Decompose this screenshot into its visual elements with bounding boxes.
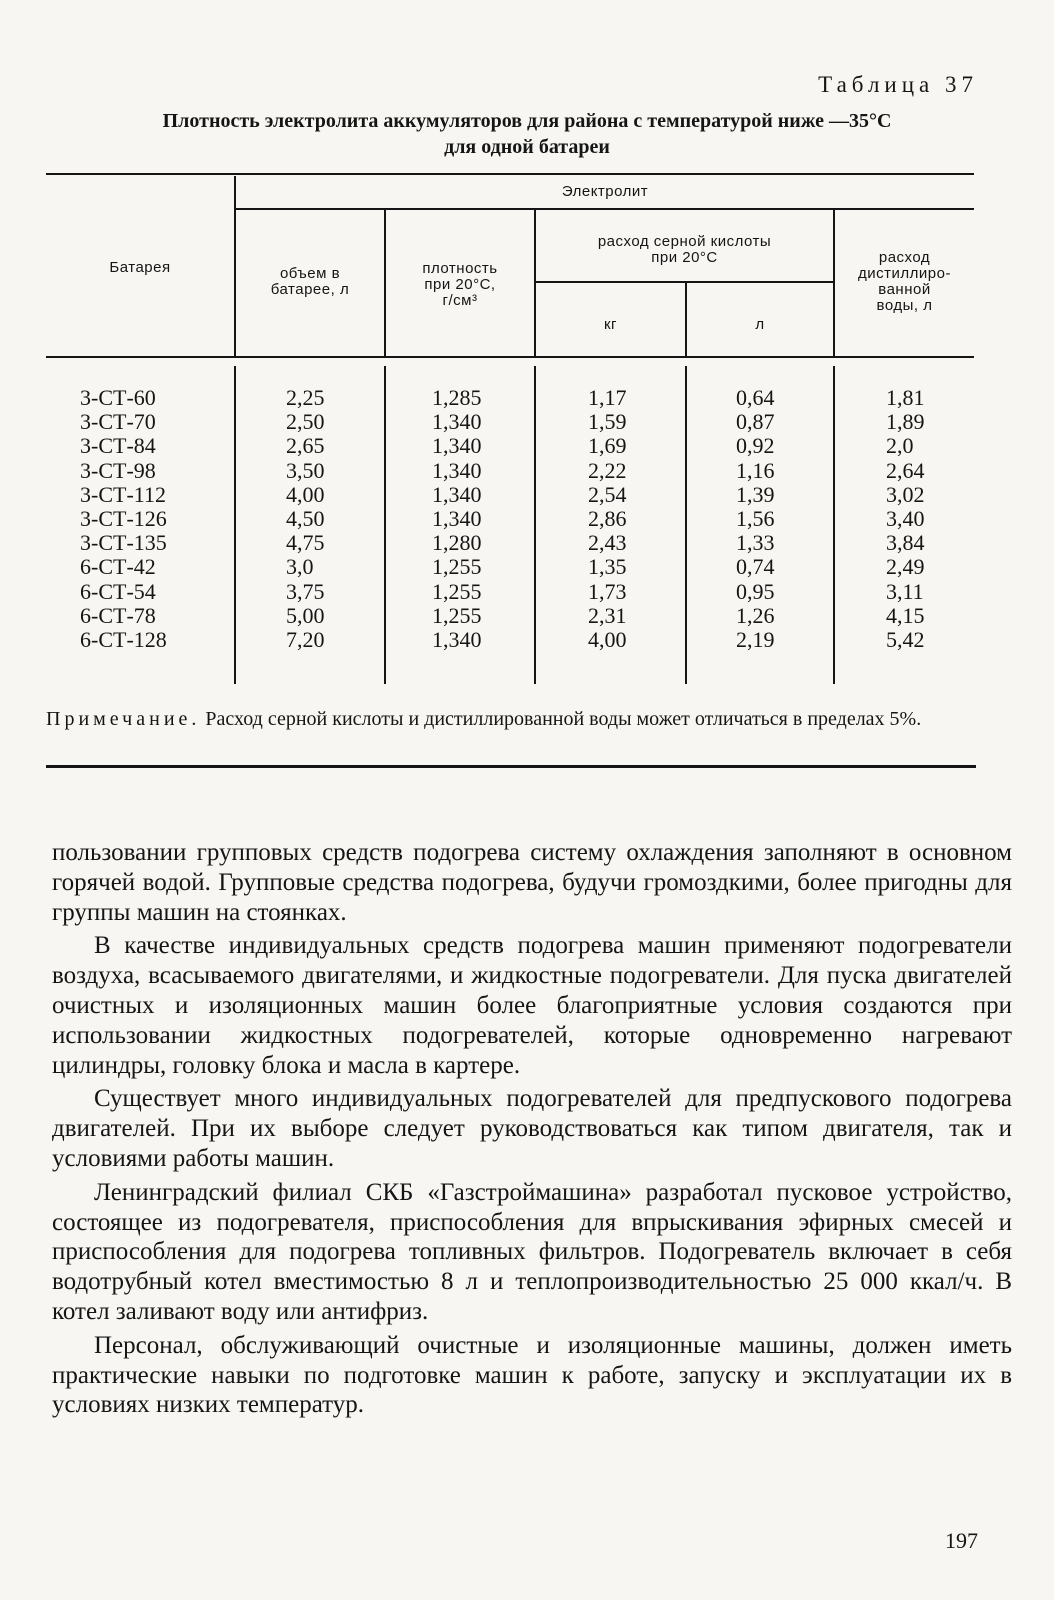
table-cell: 1,340 xyxy=(432,481,482,507)
header-water: расход дистиллиро- ванной воды, л xyxy=(858,249,951,314)
table-title-line1: Плотность электролита аккумуляторов для района с температурой ниже —35°С xyxy=(162,110,892,132)
header-divider-density xyxy=(534,210,536,356)
paragraph: Существует много индивидуальных подогревателей для предпускового подогрева двигателей. При их выборе следует руководствоваться как типом двигателя, так и условиями работы машин. xyxy=(52,1085,1012,1172)
table-cell: 2,25 xyxy=(286,385,325,410)
table-cell: 3,11 xyxy=(886,578,924,604)
table-cell: 6-СТ-128 xyxy=(80,627,167,653)
table-cell: 4,15 xyxy=(886,602,925,628)
header-acid: расход серной кислоты при 20°С xyxy=(597,233,772,266)
table-cell: 3,40 xyxy=(886,506,925,532)
body-divider-volume xyxy=(384,366,386,684)
table-cell: 4,00 xyxy=(286,481,325,507)
note-bottom-rule xyxy=(46,765,976,768)
header-acid-l: л xyxy=(755,316,765,333)
table-cell: 1,39 xyxy=(736,481,775,507)
body-divider-kg xyxy=(685,366,687,684)
paragraph: В качестве индивидуальных средств подогрева машин применяют подогреватели воздуха, всасываемого двигателями, и жидкостные подогреватели. Для пуска двигателей очистных и изоляционных машин более благоприятные условия создаются при использовании жидкостных подогревателей, которые одновременно нагревают цилиндры, головку блока и масла в картере. xyxy=(52,932,1012,1079)
note-text: Расход серной кислоты и дистиллированной воды может отличаться в пределах 5%. xyxy=(200,708,922,730)
column-density xyxy=(432,386,482,652)
table-cell: 5,00 xyxy=(286,602,325,628)
table-title xyxy=(46,108,1008,160)
table-cell: 3-СТ-70 xyxy=(80,409,156,435)
table-cell: 1,255 xyxy=(432,602,482,628)
table-cell: 3,50 xyxy=(286,457,325,483)
table-cell: 2,0 xyxy=(886,433,914,459)
table-cell: 1,340 xyxy=(432,457,482,483)
table-cell: 2,22 xyxy=(588,457,627,483)
table-title-line2: для одной батареи xyxy=(444,136,610,158)
header-bottom-rule xyxy=(46,356,974,358)
table-cell: 1,340 xyxy=(432,506,482,532)
paragraph: Персонал, обслуживающий очистные и изоляционные машины, должен иметь практические навыки по подготовке машин к работе, запуску и эксплуатации их в условиях низких температур. xyxy=(52,1331,1012,1419)
header-density: плотность при 20°С, г/см³ xyxy=(422,260,498,309)
table-cell: 0,64 xyxy=(736,385,775,410)
paragraph: пользовании групповых средств подогрева систему охлаждения заполняют в основном горячей водой. Групповые средства подогрева, будучи громоздкими, более пригодны для группы машин на стоянках. xyxy=(52,839,1012,926)
table-cell: 1,33 xyxy=(736,530,775,556)
header-acid-kg: кг xyxy=(603,316,618,333)
column-water xyxy=(886,386,925,652)
table-cell: 1,26 xyxy=(736,602,775,628)
table-cell: 2,19 xyxy=(736,627,775,653)
table-cell: 2,65 xyxy=(286,433,325,459)
table-cell: 6-СТ-78 xyxy=(80,602,156,628)
body-divider-acid xyxy=(833,366,835,684)
header-battery: Батарея xyxy=(109,259,171,276)
column-battery xyxy=(80,386,167,652)
table-cell: 2,31 xyxy=(588,602,627,628)
column-acid-l xyxy=(736,386,775,652)
table-cell: 1,255 xyxy=(432,578,482,604)
column-volume xyxy=(286,386,325,652)
table-note xyxy=(46,706,1008,732)
table-cell: 3,0 xyxy=(286,554,314,580)
table-cell: 3,75 xyxy=(286,578,325,604)
table-cell: 2,43 xyxy=(588,530,627,556)
table-cell: 5,42 xyxy=(886,627,925,653)
table-cell: 2,50 xyxy=(286,409,325,435)
table-cell: 0,74 xyxy=(736,554,775,580)
table-cell: 7,20 xyxy=(286,627,325,653)
table-cell: 1,59 xyxy=(588,409,627,435)
table-cell: 1,280 xyxy=(432,530,482,556)
table-cell: 4,00 xyxy=(588,627,627,653)
table-cell: 0,92 xyxy=(736,433,775,459)
table-cell: 3,84 xyxy=(886,530,925,556)
table-label: Таблица 37 xyxy=(818,72,978,97)
table-cell: 3-СТ-84 xyxy=(80,433,156,459)
table-cell: 0,87 xyxy=(736,409,775,435)
table-cell: 1,69 xyxy=(588,433,627,459)
table-cell: 1,56 xyxy=(736,506,775,532)
table-cell: 1,35 xyxy=(588,554,627,580)
note-label: Примечание. xyxy=(46,708,201,730)
table-cell: 3-СТ-126 xyxy=(80,506,167,532)
header-electrolyte: Электролит xyxy=(561,183,649,200)
table-cell: 1,340 xyxy=(432,409,482,435)
table-cell: 3-СТ-60 xyxy=(80,385,156,410)
table-cell: 3,02 xyxy=(886,481,925,507)
table-cell: 1,255 xyxy=(432,554,482,580)
table-cell: 1,285 xyxy=(432,385,482,410)
table-cell: 2,54 xyxy=(588,481,627,507)
table-cell: 4,75 xyxy=(286,530,325,556)
body-divider-density xyxy=(534,366,536,684)
table-top-rule xyxy=(46,173,974,175)
column-acid-kg xyxy=(588,386,627,652)
table-cell: 1,81 xyxy=(886,385,925,410)
body-text xyxy=(52,838,1012,1420)
header-volume: объем в батарее, л xyxy=(270,265,350,298)
table-cell: 1,340 xyxy=(432,627,482,653)
table-cell: 3-СТ-112 xyxy=(80,481,166,507)
table-cell: 3-СТ-135 xyxy=(80,530,167,556)
table-cell: 1,16 xyxy=(736,457,775,483)
table-cell: 2,64 xyxy=(886,457,925,483)
table-cell: 2,49 xyxy=(886,554,925,580)
body-divider-battery xyxy=(234,366,236,684)
table-cell: 1,73 xyxy=(588,578,627,604)
table-cell: 2,86 xyxy=(588,506,627,532)
table-cell: 3-СТ-98 xyxy=(80,457,156,483)
table-cell: 4,50 xyxy=(286,506,325,532)
electrolyte-underline xyxy=(235,208,974,210)
page-number: 197 xyxy=(945,1528,978,1553)
table-cell: 1,89 xyxy=(886,409,925,435)
table-cell: 1,17 xyxy=(588,385,627,410)
table-cell: 0,95 xyxy=(736,578,775,604)
table-cell: 6-СТ-42 xyxy=(80,554,156,580)
table-cell: 6-СТ-54 xyxy=(80,578,156,604)
paragraph: Ленинградский филиал СКБ «Газстроймашина» разработал пусковое устройство, состоящее из подогревателя, приспособления для впрыскивания эфирных смесей и приспособления для подогрева топливных фильтров. Подогреватель включает в себя водотрубный котел вместимостью 8 л и теплопроизводительностью 25 000 ккал/ч. В котел заливают воду или антифриз. xyxy=(52,1178,1012,1325)
table-cell: 1,340 xyxy=(432,433,482,459)
